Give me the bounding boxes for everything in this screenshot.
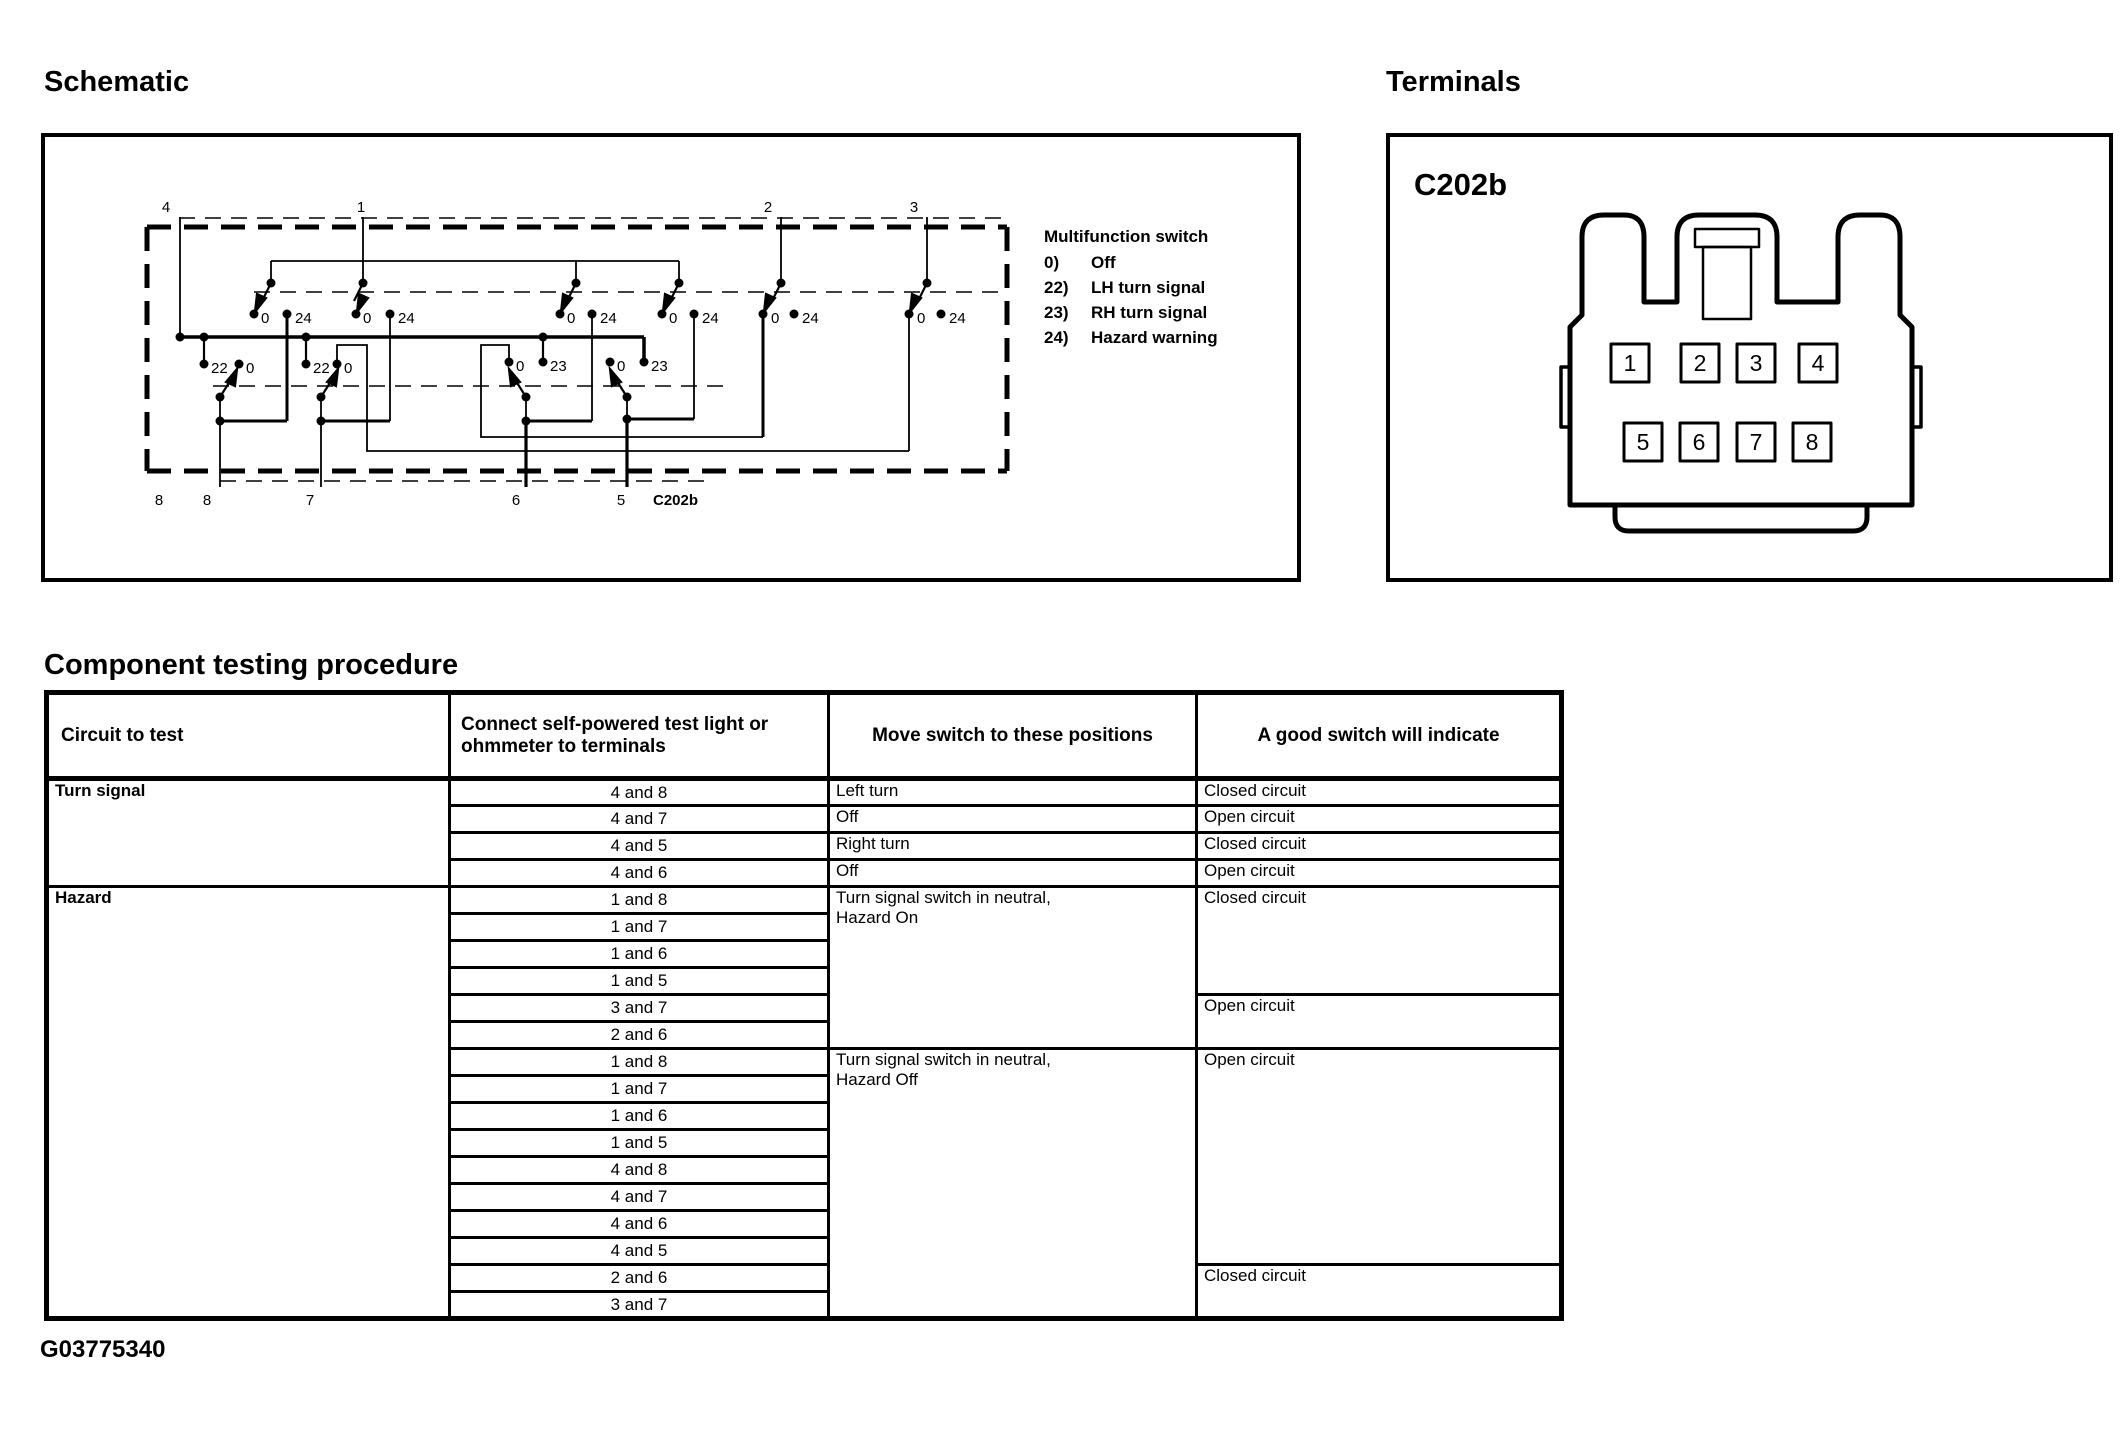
top-terminal-label: 4 xyxy=(161,199,171,216)
indication-cell: Closed circuit xyxy=(1197,833,1562,860)
terminals-cell: 1 and 8 xyxy=(450,1049,829,1076)
contact-label: 24 xyxy=(702,310,719,327)
contact-label: 24 xyxy=(802,310,819,327)
terminals-cell: 1 and 7 xyxy=(450,914,829,941)
contact-label: 0 xyxy=(516,358,525,375)
contact-label: 24 xyxy=(600,310,617,327)
pin-2: 2 xyxy=(1693,350,1707,376)
col-header-terminals: Connect self-powered test light or ohmmeter to terminals xyxy=(450,693,829,779)
schematic-heading: Schematic xyxy=(44,66,190,98)
indication-cell: Closed circuit xyxy=(1197,779,1562,806)
indication-cell: Closed circuit xyxy=(1197,887,1562,995)
connector-ref-label: C202b xyxy=(653,492,699,509)
legend-num: 0) xyxy=(1044,253,1060,272)
legend-title: Multifunction switch xyxy=(1044,227,1209,246)
pin-1: 1 xyxy=(1623,350,1637,376)
multifunction-switch-schematic xyxy=(45,137,1297,578)
contact-label: 0 xyxy=(261,310,270,327)
junction-dots xyxy=(176,279,946,426)
col-header-circuit: Circuit to test xyxy=(47,693,450,779)
legend-num: 23) xyxy=(1044,303,1069,322)
contact-label: 22 xyxy=(211,360,228,377)
testing-heading: Component testing procedure xyxy=(44,649,459,681)
pin-8: 8 xyxy=(1805,429,1819,455)
contact-label: 0 xyxy=(771,310,780,327)
legend-label: RH turn signal xyxy=(1091,303,1208,322)
contact-label: 23 xyxy=(550,358,567,375)
contact-label: 23 xyxy=(651,358,668,375)
pin-6: 6 xyxy=(1692,429,1706,455)
bottom-terminal-label: 7 xyxy=(305,492,315,509)
terminals-cell: 4 and 7 xyxy=(450,806,829,833)
contact-label: 22 xyxy=(313,360,330,377)
terminals-cell: 1 and 8 xyxy=(450,887,829,914)
terminals-cell: 3 and 7 xyxy=(450,1292,829,1319)
terminals-heading: Terminals xyxy=(1386,66,1521,98)
terminals-cell: 4 and 8 xyxy=(450,779,829,806)
terminals-cell: 1 and 6 xyxy=(450,941,829,968)
terminals-cell: 4 and 5 xyxy=(450,1238,829,1265)
pin-5: 5 xyxy=(1636,429,1650,455)
position-cell xyxy=(829,887,1197,1049)
terminals-cell: 2 and 6 xyxy=(450,1265,829,1292)
bottom-terminal-label: 8 xyxy=(154,492,164,509)
contact-label: 0 xyxy=(617,358,626,375)
indication-cell: Open circuit xyxy=(1197,1049,1562,1265)
terminals-cell: 1 and 5 xyxy=(450,968,829,995)
terminals-cell: 1 and 7 xyxy=(450,1076,829,1103)
col-header-indication: A good switch will indicate xyxy=(1197,693,1562,779)
indication-cell: Closed circuit xyxy=(1197,1265,1562,1319)
position-cell xyxy=(829,1049,1197,1319)
top-terminal-label: 3 xyxy=(909,199,919,216)
legend-label: LH turn signal xyxy=(1091,278,1206,297)
bottom-terminal-label: 8 xyxy=(202,492,212,509)
contact-label: 0 xyxy=(344,360,353,377)
table-row xyxy=(47,887,1562,914)
circuit-cell: Hazard xyxy=(47,887,450,1319)
position-line: Hazard Off xyxy=(836,1070,918,1089)
connector-title: C202b xyxy=(1414,167,1508,202)
table-header-row xyxy=(47,693,1562,779)
position-cell: Right turn xyxy=(829,833,1197,860)
legend-num: 24) xyxy=(1044,328,1069,347)
indication-cell: Open circuit xyxy=(1197,860,1562,887)
terminals-cell: 4 and 6 xyxy=(450,860,829,887)
position-cell: Off xyxy=(829,806,1197,833)
figure-id: G03775340 xyxy=(40,1336,166,1363)
contact-label: 24 xyxy=(295,310,312,327)
contact-label: 0 xyxy=(669,310,678,327)
terminals-cell: 4 and 6 xyxy=(450,1211,829,1238)
schematic-legend xyxy=(1044,227,1218,347)
position-cell: Off xyxy=(829,860,1197,887)
component-testing-table xyxy=(44,690,1564,1321)
pin-4: 4 xyxy=(1811,350,1825,376)
legend-label: Off xyxy=(1091,253,1116,272)
indication-cell: Open circuit xyxy=(1197,995,1562,1049)
contact-label: 0 xyxy=(917,310,926,327)
terminals-cell: 2 and 6 xyxy=(450,1022,829,1049)
bottom-terminal-label: 5 xyxy=(616,492,626,509)
circuit-cell: Turn signal xyxy=(47,779,450,887)
connector-face-diagram xyxy=(1390,137,2109,578)
indication-cell: Open circuit xyxy=(1197,806,1562,833)
position-line: Hazard On xyxy=(836,908,919,927)
terminals-cell: 1 and 6 xyxy=(450,1103,829,1130)
legend-label: Hazard warning xyxy=(1091,328,1218,347)
position-cell: Left turn xyxy=(829,779,1197,806)
terminals-panel xyxy=(1386,133,2113,582)
terminals-cell: 3 and 7 xyxy=(450,995,829,1022)
terminals-cell: 4 and 5 xyxy=(450,833,829,860)
table-row xyxy=(47,779,1562,806)
top-terminal-label: 2 xyxy=(763,199,773,216)
position-line: Turn signal switch in neutral, xyxy=(836,1050,1051,1069)
contact-label: 0 xyxy=(246,360,255,377)
contact-label: 24 xyxy=(949,310,966,327)
position-line: Turn signal switch in neutral, xyxy=(836,888,1051,907)
terminals-cell: 1 and 5 xyxy=(450,1130,829,1157)
pin-7: 7 xyxy=(1749,429,1763,455)
contact-label: 0 xyxy=(567,310,576,327)
col-header-positions: Move switch to these positions xyxy=(829,693,1197,779)
pin-3: 3 xyxy=(1749,350,1763,376)
schematic-panel xyxy=(41,133,1301,582)
contact-label: 24 xyxy=(398,310,415,327)
legend-num: 22) xyxy=(1044,278,1069,297)
contact-label: 0 xyxy=(363,310,372,327)
terminals-cell: 4 and 7 xyxy=(450,1184,829,1211)
bottom-terminal-label: 6 xyxy=(511,492,521,509)
terminals-cell: 4 and 8 xyxy=(450,1157,829,1184)
top-terminal-label: 1 xyxy=(356,199,366,216)
